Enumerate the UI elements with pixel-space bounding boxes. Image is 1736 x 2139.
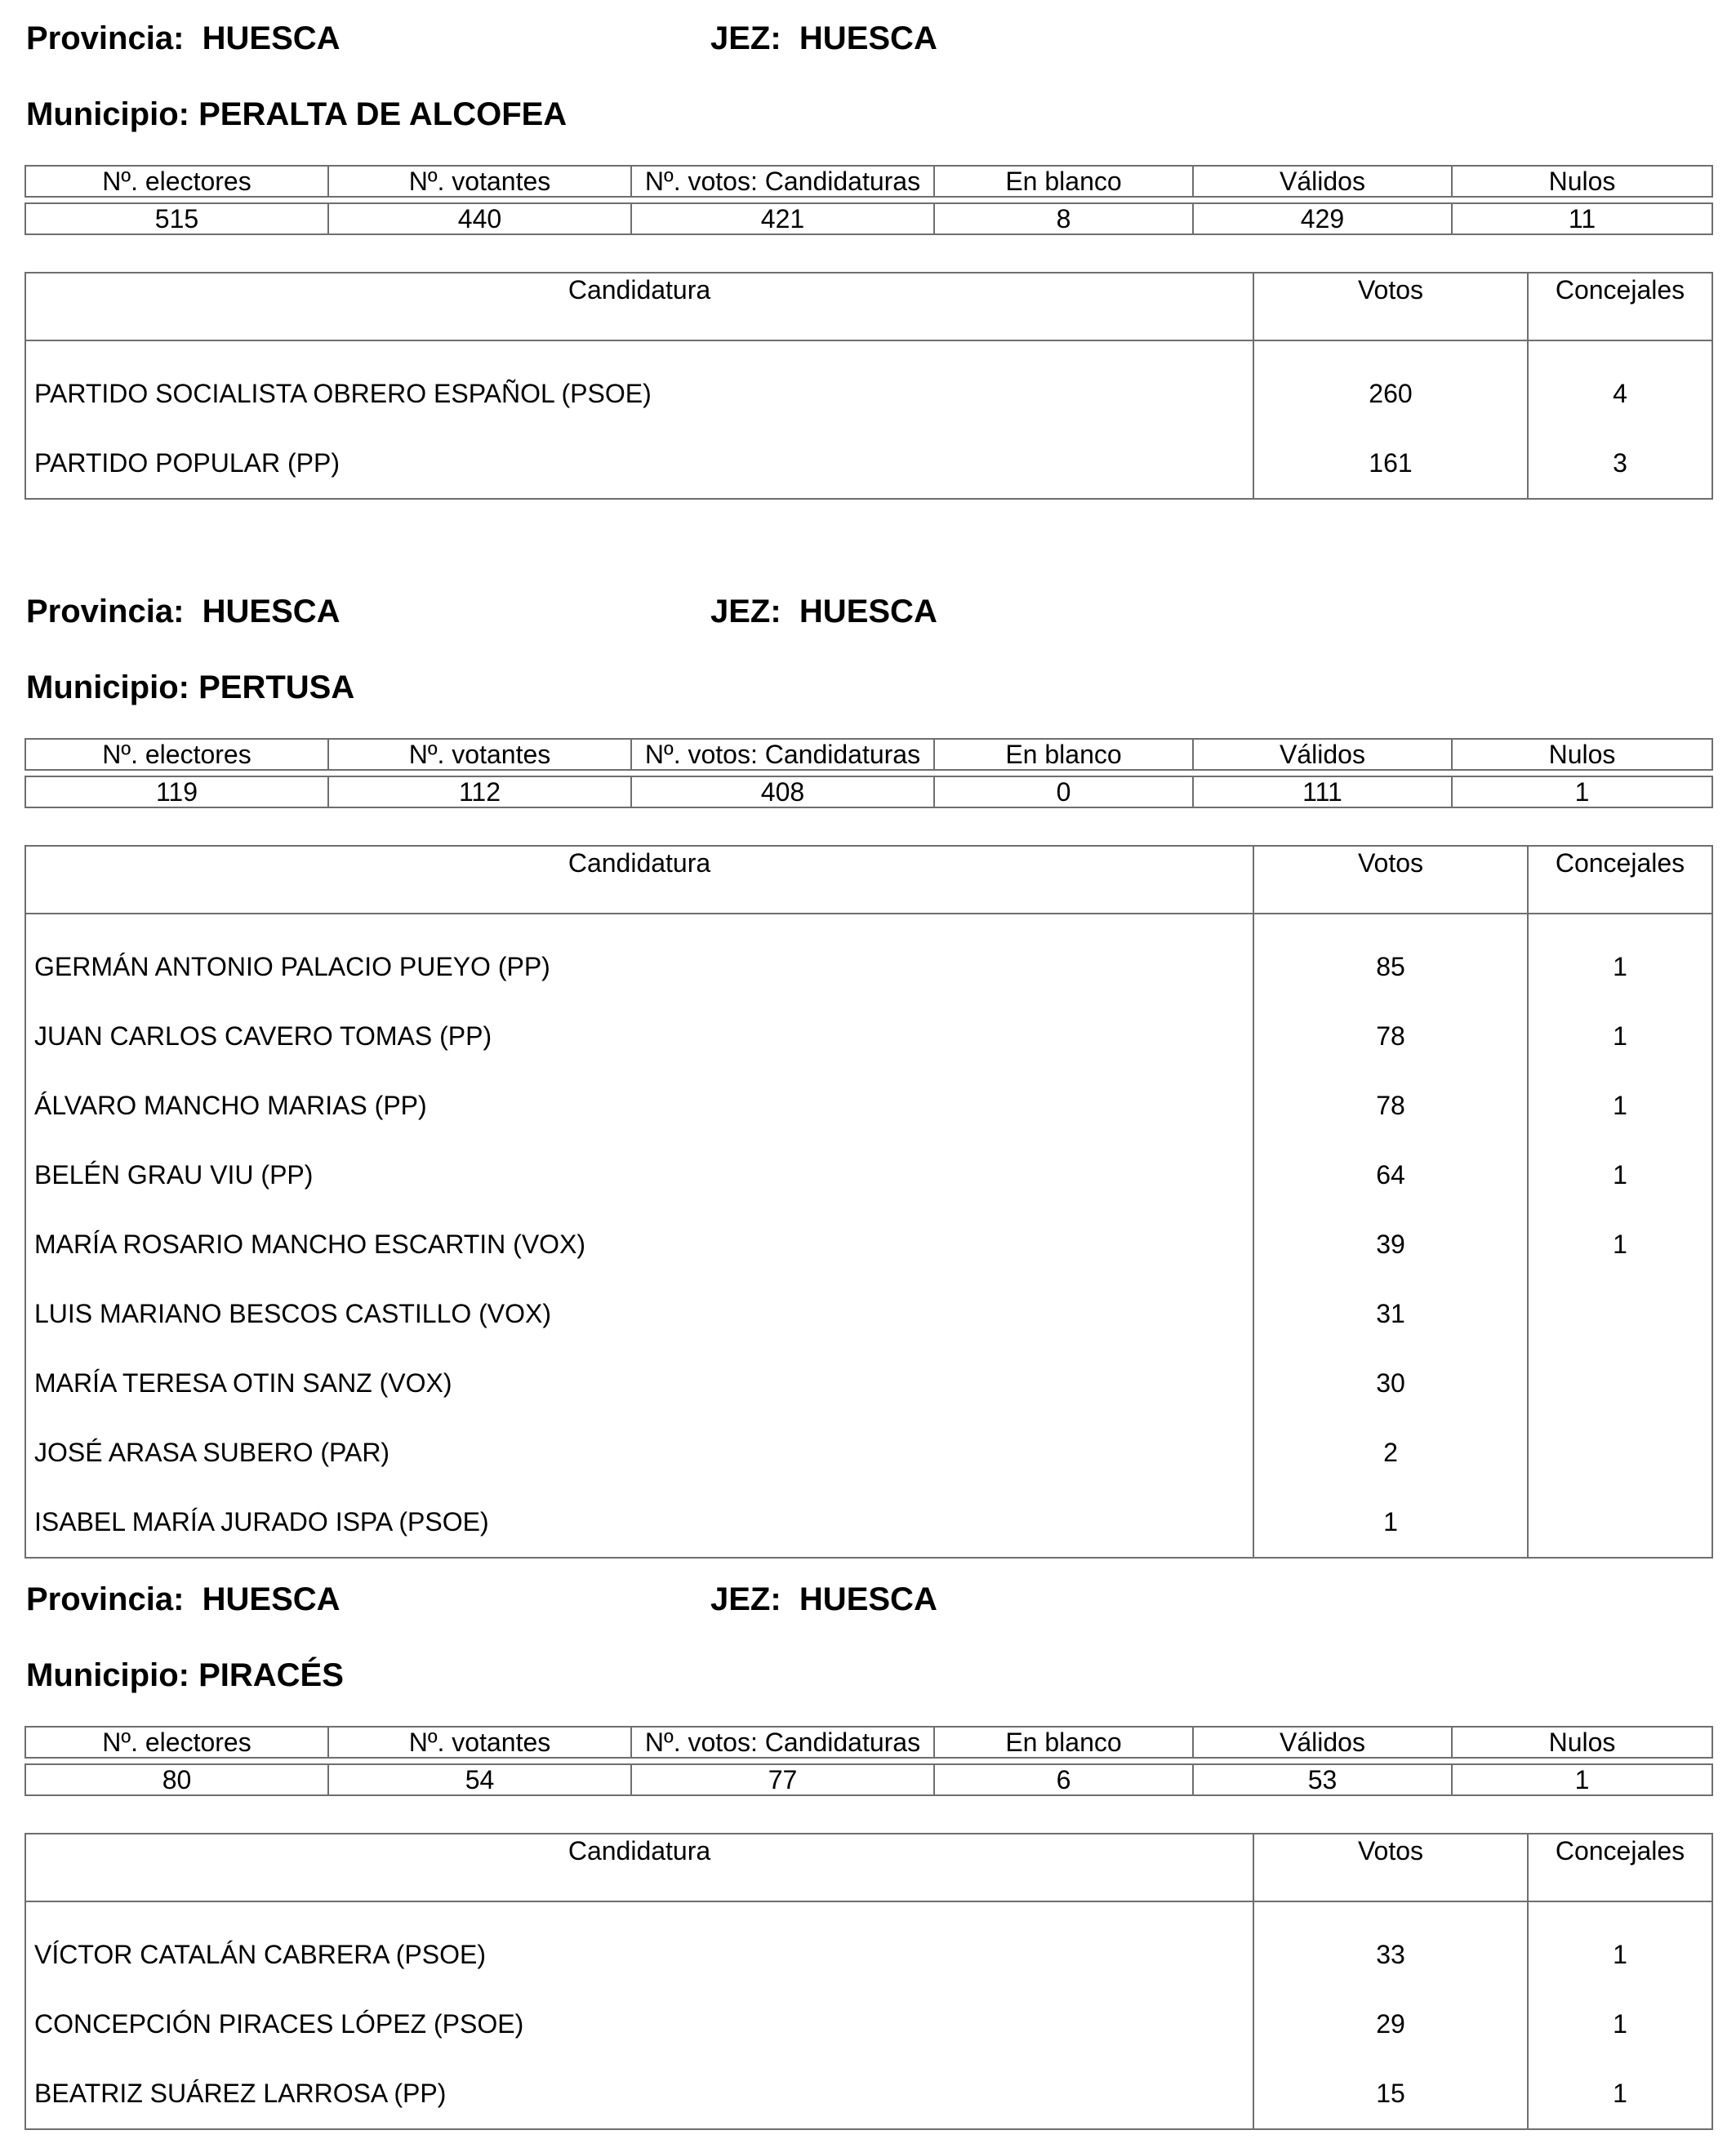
- candidate-name: ISABEL MARÍA JURADO ISPA (PSOE): [25, 1488, 1253, 1558]
- jez-heading: [710, 22, 937, 55]
- jez-heading: [710, 595, 937, 628]
- results-table: [24, 845, 1713, 1559]
- summary-table: [24, 738, 1713, 808]
- summary-header-nulos: Nulos: [1452, 1727, 1712, 1758]
- table-row: [25, 340, 1712, 429]
- candidate-name: LUIS MARIANO BESCOS CASTILLO (VOX): [25, 1279, 1253, 1349]
- summary-value-electores: 515: [25, 203, 328, 234]
- candidate-votos: 30: [1253, 1349, 1528, 1418]
- municipio-value: PIRACÉS: [198, 1657, 344, 1693]
- municipio-label: Municipio:: [26, 1657, 189, 1693]
- summary-value-votantes: 54: [328, 1764, 631, 1795]
- candidate-name: PARTIDO SOCIALISTA OBRERO ESPAÑOL (PSOE): [25, 340, 1253, 429]
- summary-value-validos: 429: [1193, 203, 1452, 234]
- candidate-name: JUAN CARLOS CAVERO TOMAS (PP): [25, 1002, 1253, 1071]
- jez-label: JEZ:: [710, 20, 781, 56]
- summary-value-validos: 111: [1193, 776, 1452, 807]
- candidate-votos: 29: [1253, 1990, 1528, 2059]
- municipio-label: Municipio:: [26, 669, 189, 705]
- summary-header-validos: Válidos: [1193, 166, 1452, 197]
- provincia-value: HUESCA: [202, 1581, 341, 1617]
- candidate-concejales: [1528, 1279, 1712, 1349]
- summary-value-nulos: 11: [1452, 203, 1712, 234]
- summary-header-nulos: Nulos: [1452, 739, 1712, 770]
- candidate-concejales: 1: [1528, 1901, 1712, 1990]
- summary-header-electores: Nº. electores: [25, 1727, 328, 1758]
- candidate-concejales: 1: [1528, 1141, 1712, 1210]
- header-concejales: Concejales: [1528, 1834, 1712, 1901]
- provincia-heading: [26, 595, 341, 628]
- candidate-votos: 31: [1253, 1279, 1528, 1349]
- header-candidatura: Candidatura: [25, 1834, 1253, 1901]
- candidate-concejales: [1528, 1488, 1712, 1558]
- table-row: [25, 1279, 1712, 1349]
- header-candidatura: Candidatura: [25, 846, 1253, 914]
- summary-value-votantes: 440: [328, 203, 631, 234]
- provincia-label: Provincia:: [26, 20, 185, 56]
- summary-table: [24, 165, 1713, 235]
- candidate-votos: 260: [1253, 340, 1528, 429]
- table-row: [25, 1002, 1712, 1071]
- summary-value-candidaturas: 421: [631, 203, 934, 234]
- table-row: [25, 1990, 1712, 2059]
- jez-label: JEZ:: [710, 1581, 781, 1617]
- summary-value-blanco: 8: [934, 203, 1193, 234]
- municipio-value: PERALTA DE ALCOFEA: [198, 96, 568, 132]
- candidate-concejales: 1: [1528, 2059, 1712, 2129]
- summary-header-electores: Nº. electores: [25, 166, 328, 197]
- summary-value-electores: 119: [25, 776, 328, 807]
- candidate-name: JOSÉ ARASA SUBERO (PAR): [25, 1418, 1253, 1488]
- candidate-votos: 1: [1253, 1488, 1528, 1558]
- summary-value-candidaturas: 77: [631, 1764, 934, 1795]
- municipio-heading: [26, 1659, 344, 1692]
- provincia-label: Provincia:: [26, 1581, 185, 1617]
- summary-header-candidaturas: Nº. votos: Candidaturas: [631, 166, 934, 197]
- summary-header-blanco: En blanco: [934, 166, 1193, 197]
- provincia-heading: [26, 1583, 341, 1616]
- jez-value: HUESCA: [799, 594, 937, 629]
- jez-value: HUESCA: [799, 20, 937, 56]
- header-candidatura: Candidatura: [25, 273, 1253, 340]
- table-row: [25, 914, 1712, 1002]
- summary-header-nulos: Nulos: [1452, 166, 1712, 197]
- summary-value-votantes: 112: [328, 776, 631, 807]
- summary-header-blanco: En blanco: [934, 739, 1193, 770]
- jez-value: HUESCA: [799, 1581, 937, 1617]
- candidate-concejales: [1528, 1349, 1712, 1418]
- candidate-votos: 39: [1253, 1210, 1528, 1279]
- candidate-concejales: 1: [1528, 1210, 1712, 1279]
- candidate-concejales: 4: [1528, 340, 1712, 429]
- summary-header-candidaturas: Nº. votos: Candidaturas: [631, 1727, 934, 1758]
- summary-header-candidaturas: Nº. votos: Candidaturas: [631, 739, 934, 770]
- candidate-name: PARTIDO POPULAR (PP): [25, 429, 1253, 499]
- summary-value-nulos: 1: [1452, 1764, 1712, 1795]
- provincia-label: Provincia:: [26, 594, 185, 629]
- municipio-heading: [26, 98, 567, 131]
- summary-value-blanco: 6: [934, 1764, 1193, 1795]
- summary-header-validos: Válidos: [1193, 739, 1452, 770]
- summary-header-validos: Válidos: [1193, 1727, 1452, 1758]
- summary-header-votantes: Nº. votantes: [328, 1727, 631, 1758]
- candidate-concejales: 1: [1528, 1002, 1712, 1071]
- jez-heading: [710, 1583, 937, 1616]
- candidate-votos: 15: [1253, 2059, 1528, 2129]
- candidate-votos: 64: [1253, 1141, 1528, 1210]
- candidate-votos: 78: [1253, 1002, 1528, 1071]
- candidate-name: MARÍA TERESA OTIN SANZ (VOX): [25, 1349, 1253, 1418]
- candidate-concejales: 1: [1528, 914, 1712, 1002]
- candidate-name: CONCEPCIÓN PIRACES LÓPEZ (PSOE): [25, 1990, 1253, 2059]
- summary-header-votantes: Nº. votantes: [328, 166, 631, 197]
- candidate-concejales: [1528, 1418, 1712, 1488]
- table-row: [25, 1901, 1712, 1990]
- summary-value-validos: 53: [1193, 1764, 1452, 1795]
- table-row: [25, 1210, 1712, 1279]
- header-votos: Votos: [1253, 1834, 1528, 1901]
- candidate-votos: 161: [1253, 429, 1528, 499]
- summary-header-electores: Nº. electores: [25, 739, 328, 770]
- municipio-label: Municipio:: [26, 96, 189, 132]
- table-row: [25, 1418, 1712, 1488]
- results-table: [24, 1833, 1713, 2130]
- summary-header-blanco: En blanco: [934, 1727, 1193, 1758]
- candidate-concejales: 3: [1528, 429, 1712, 499]
- candidate-name: BELÉN GRAU VIU (PP): [25, 1141, 1253, 1210]
- header-votos: Votos: [1253, 846, 1528, 914]
- municipio-heading: [26, 671, 354, 704]
- candidate-name: BEATRIZ SUÁREZ LARROSA (PP): [25, 2059, 1253, 2129]
- candidate-votos: 85: [1253, 914, 1528, 1002]
- candidate-concejales: 1: [1528, 1071, 1712, 1141]
- summary-table: [24, 1726, 1713, 1796]
- table-row: [25, 1488, 1712, 1558]
- candidate-votos: 78: [1253, 1071, 1528, 1141]
- header-votos: Votos: [1253, 273, 1528, 340]
- summary-header-votantes: Nº. votantes: [328, 739, 631, 770]
- summary-value-candidaturas: 408: [631, 776, 934, 807]
- candidate-name: MARÍA ROSARIO MANCHO ESCARTIN (VOX): [25, 1210, 1253, 1279]
- candidate-name: VÍCTOR CATALÁN CABRERA (PSOE): [25, 1901, 1253, 1990]
- provincia-value: HUESCA: [202, 594, 341, 629]
- table-row: [25, 429, 1712, 499]
- provincia-heading: [26, 22, 341, 55]
- summary-value-blanco: 0: [934, 776, 1193, 807]
- summary-value-electores: 80: [25, 1764, 328, 1795]
- header-concejales: Concejales: [1528, 273, 1712, 340]
- provincia-value: HUESCA: [202, 20, 341, 56]
- results-table: [24, 272, 1713, 500]
- candidate-votos: 33: [1253, 1901, 1528, 1990]
- candidate-name: GERMÁN ANTONIO PALACIO PUEYO (PP): [25, 914, 1253, 1002]
- municipio-value: PERTUSA: [198, 669, 355, 705]
- table-row: [25, 2059, 1712, 2129]
- candidate-name: ÁLVARO MANCHO MARIAS (PP): [25, 1071, 1253, 1141]
- candidate-concejales: 1: [1528, 1990, 1712, 2059]
- summary-value-nulos: 1: [1452, 776, 1712, 807]
- table-row: [25, 1141, 1712, 1210]
- jez-label: JEZ:: [710, 594, 781, 629]
- candidate-votos: 2: [1253, 1418, 1528, 1488]
- table-row: [25, 1349, 1712, 1418]
- table-row: [25, 1071, 1712, 1141]
- header-concejales: Concejales: [1528, 846, 1712, 914]
